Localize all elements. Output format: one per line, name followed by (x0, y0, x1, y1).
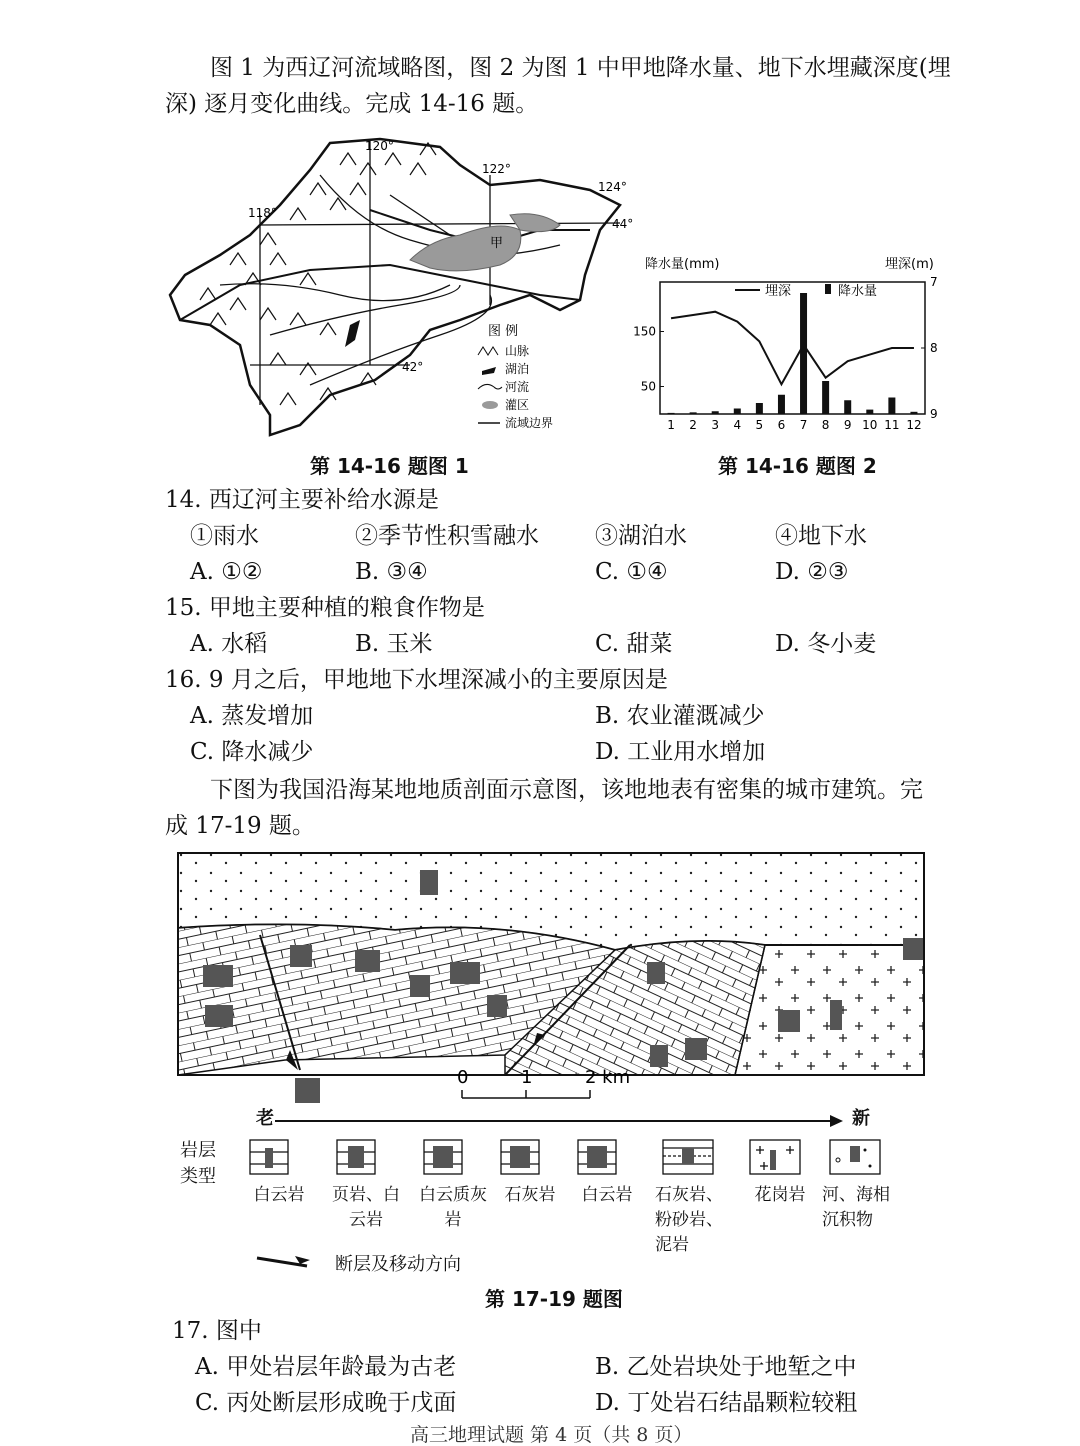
q15-option-d[interactable]: D. 冬小麦 (775, 631, 877, 657)
intro-2-line-2: 成 17-19 题。 (165, 813, 315, 839)
precip-bar-2 (690, 412, 697, 414)
x-tick-11: 11 (884, 418, 900, 432)
legend-mountain: 山脉 (505, 344, 530, 358)
q17-option-b[interactable]: B. 乙处岩块处于地堑之中 (595, 1354, 857, 1380)
x-tick-3: 3 (711, 418, 720, 432)
legend-lake: 湖泊 (505, 362, 530, 376)
lon-label-122: 122° (482, 162, 511, 176)
precip-bar-8 (822, 381, 829, 414)
precip-bar-4 (734, 409, 741, 415)
rock-type-8: 河、海相沉积物 (822, 1185, 890, 1230)
q14-option-a[interactable]: A. ①② (190, 559, 263, 585)
x-tick-9: 9 (843, 418, 852, 432)
x-tick-5: 5 (755, 418, 764, 432)
precip-bar-3 (712, 411, 719, 414)
precip-bar-10 (866, 410, 873, 414)
q14-item-3: ③湖泊水 (595, 523, 687, 549)
lon-label-118: 118° (248, 206, 277, 220)
q14-item-4: ④地下水 (775, 523, 867, 549)
geologic-section-figure (175, 850, 927, 1105)
map-figure-1 (160, 135, 634, 440)
chart-figure-2 (630, 250, 950, 435)
precip-bar-12 (910, 412, 917, 414)
x-tick-10: 10 (862, 418, 878, 432)
q15-stem: 15. 甲地主要种植的粮食作物是 (165, 595, 485, 621)
page-footer: 高三地理试题 第 4 页（共 8 页） (410, 1424, 693, 1446)
x-tick-6: 6 (777, 418, 786, 432)
precip-bar-7 (800, 293, 807, 414)
q16-option-a[interactable]: A. 蒸发增加 (190, 703, 314, 729)
rock-heading-1: 岩层 (180, 1140, 216, 1161)
x-tick-12: 12 (906, 418, 922, 432)
figure-3-caption: 第 17-19 题图 (485, 1287, 623, 1311)
q17-option-c[interactable]: C. 丙处断层形成晚于戊面 (195, 1390, 457, 1416)
old-label: 老 (256, 1108, 274, 1129)
right-axis-label: 埋深(m) (885, 257, 934, 272)
q15-option-a[interactable]: A. 水稻 (190, 631, 268, 657)
legend-river: 河流 (505, 380, 530, 394)
rock-type-1: 白云岩 (253, 1185, 305, 1205)
rock-type-5: 白云岩 (581, 1185, 633, 1205)
q16-option-b[interactable]: B. 农业灌溉减少 (595, 703, 765, 729)
legend-bar-label: 降水量 (838, 284, 878, 299)
q14-option-c[interactable]: C. ①④ (595, 559, 668, 585)
lake (345, 320, 360, 347)
x-tick-7: 7 (799, 418, 808, 432)
new-label: 新 (852, 1108, 870, 1129)
fault-arrow-icon (255, 1250, 315, 1270)
x-tick-1: 1 (667, 418, 675, 432)
irrigation-area (410, 226, 521, 271)
legend-boundary: 流域边界 (505, 416, 554, 430)
age-arrow-icon (275, 1114, 845, 1128)
q17-option-d[interactable]: D. 丁处岩石结晶颗粒较粗 (595, 1390, 858, 1416)
lake-icon (482, 367, 496, 375)
x-tick-8: 8 (821, 418, 830, 432)
precip-bar-9 (844, 400, 851, 414)
lat-label-44: 44° (612, 217, 634, 231)
q16-option-c[interactable]: C. 降水减少 (190, 739, 314, 765)
scale-label-1: 1 (521, 1067, 533, 1088)
x-tick-2: 2 (689, 418, 697, 432)
figure-2-caption: 第 14-16 题图 2 (718, 454, 877, 478)
q16-option-d[interactable]: D. 工业用水增加 (595, 739, 766, 765)
intro-2-line-1: 下图为我国沿海某地地质剖面示意图，该地地表有密集的城市建筑。完 (210, 777, 923, 803)
q17-stem: 17. 图中 (172, 1318, 262, 1344)
rock-type-7: 花岗岩 (754, 1185, 806, 1205)
rock-type-6: 石灰岩、粉砂岩、泥岩 (655, 1185, 723, 1255)
figure-1-caption: 第 14-16 题图 1 (310, 454, 469, 478)
q15-option-b[interactable]: B. 玉米 (355, 631, 433, 657)
rock-type-4: 石灰岩 (504, 1185, 556, 1205)
legend-irrigation: 灌区 (505, 398, 530, 412)
depth-line (671, 312, 914, 385)
q14-option-b[interactable]: B. ③④ (355, 559, 428, 585)
q15-option-c[interactable]: C. 甜菜 (595, 631, 673, 657)
irrigation-icon (482, 401, 498, 409)
legend-title: 图 例 (488, 324, 519, 339)
precip-bar-1 (668, 413, 675, 414)
legend-bar-swatch (825, 284, 831, 294)
intro-1-line-1: 图 1 为西辽河流域略图，图 2 为图 1 中甲地降水量、地下水埋藏深度(埋 (210, 55, 951, 81)
right-tick-9: 9 (930, 407, 938, 421)
precip-bar-11 (888, 398, 895, 415)
lon-label-124: 124° (598, 180, 627, 194)
rock-type-swatches (240, 1138, 890, 1180)
mountain-icon (478, 347, 498, 355)
q14-item-2: ②季节性积雪融水 (355, 523, 539, 549)
scale-label-0: 0 (457, 1067, 469, 1088)
river-icon (478, 384, 502, 389)
left-tick-50: 50 (640, 379, 656, 394)
scale-label-2km: 2 km (585, 1067, 631, 1088)
lon-label-120: 120° (365, 139, 394, 153)
right-tick-8: 8 (930, 341, 938, 355)
legend-line-label: 埋深 (765, 284, 792, 299)
q14-item-1: ①雨水 (190, 523, 259, 549)
rock-type-2: 页岩、白云岩 (332, 1185, 400, 1230)
intro-1-line-2: 深) 逐月变化曲线。完成 14-16 题。 (165, 91, 539, 117)
lat-label-42: 42° (402, 360, 424, 374)
x-tick-4: 4 (733, 418, 742, 432)
right-tick-7: 7 (930, 275, 938, 289)
q14-option-d[interactable]: D. ②③ (775, 559, 849, 585)
q14-stem: 14. 西辽河主要补给水源是 (165, 487, 439, 513)
fault-legend-label: 断层及移动方向 (335, 1254, 461, 1275)
precip-bar-6 (778, 395, 785, 414)
rock-heading-2: 类型 (180, 1166, 216, 1187)
left-tick-150: 150 (633, 324, 656, 339)
q17-option-a[interactable]: A. 甲处岩层年龄最为古老 (195, 1354, 457, 1380)
plot-frame (660, 282, 925, 414)
left-axis-label: 降水量(mm) (645, 257, 720, 272)
place-label-jia: 甲 (490, 236, 504, 251)
q16-stem: 16. 9 月之后，甲地地下水埋深减小的主要原因是 (165, 667, 668, 693)
rock-type-3: 白云质灰岩 (419, 1185, 487, 1230)
precip-bar-5 (756, 403, 763, 414)
